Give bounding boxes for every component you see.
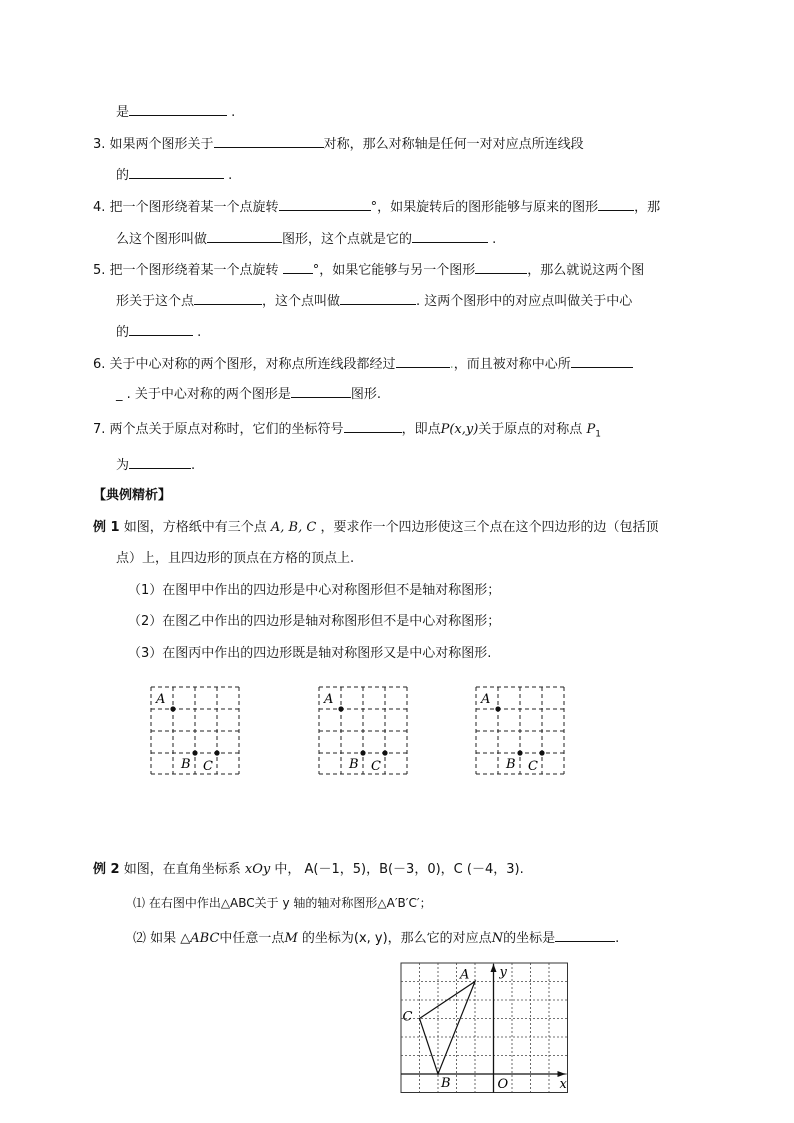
example-1-item-3: （3）在图丙中作出的四边形既是轴对称图形又是中心对称图形. bbox=[128, 646, 492, 661]
point-label-b: B bbox=[441, 1076, 451, 1091]
x-axis-label: x bbox=[559, 1077, 567, 1092]
triangle-abc bbox=[420, 982, 476, 1075]
point-b bbox=[360, 750, 365, 755]
label-b: B bbox=[506, 757, 516, 772]
question-6: 6. 关于中心对称的两个图形，对称点所连线段都经过 .，而且被对称中心所 bbox=[93, 355, 633, 373]
example-1-item-2: （2）在图乙中作出的四边形是轴对称图形但不是中心对称图形； bbox=[128, 614, 501, 629]
point-c bbox=[539, 750, 544, 755]
example-1-item-1: （1）在图甲中作出的四边形是中心对称图形但不是轴对称图形； bbox=[128, 583, 501, 598]
question-5-cont2: 的 . bbox=[116, 325, 202, 340]
question-3-cont: 的 . bbox=[116, 168, 233, 183]
label-a: A bbox=[156, 692, 166, 707]
point-a bbox=[170, 706, 175, 711]
point-a bbox=[338, 706, 343, 711]
label-a: A bbox=[324, 692, 334, 707]
example-2-item-1: ⑴ 在右图中作出△ABC关于 y 轴的轴对称图形△A′B′C′； bbox=[133, 896, 432, 910]
section-title: 【典例精析】 bbox=[93, 488, 172, 503]
label-a: A bbox=[481, 692, 491, 707]
label-c: C bbox=[203, 759, 213, 774]
question-3: 3. 如果两个图形关于 对称，那么对称轴是任何一对对应点所连线段 bbox=[93, 137, 584, 152]
y-axis-label: y bbox=[499, 965, 507, 980]
grid-figure-jia bbox=[145, 684, 245, 780]
question-5: 5. 把一个图形绕着某一个点旋转 °，如果它能够与另一个图形 ，那么就说这两个图 bbox=[93, 263, 645, 278]
label-c: C bbox=[371, 759, 381, 774]
line-1: 是 . bbox=[116, 105, 236, 120]
question-7: 7. 两个点关于原点对称时，它们的坐标符号 ，即点P(x,y)关于原点的对称点 $P_1$ bbox=[93, 422, 601, 440]
y-axis-arrow bbox=[491, 964, 497, 972]
label-b: B bbox=[349, 757, 359, 772]
point-b bbox=[517, 750, 522, 755]
grid-border bbox=[401, 963, 568, 1093]
question-6-cont: _ . 关于中心对称的两个图形是 图形. bbox=[116, 387, 382, 402]
question-5-cont: 形关于这个点 ，这个点叫做 . 这两个图形中的对应点叫做关于中心 bbox=[116, 294, 633, 309]
point-label-c: C bbox=[402, 1009, 413, 1025]
grid-figure-bing bbox=[470, 684, 570, 780]
example-2-item-2: ⑵ 如果 △ABC中任意一点M 的坐标为(x, y)，那么它的对应点N的坐标是 . bbox=[133, 931, 620, 946]
point-c bbox=[382, 750, 387, 755]
point-c bbox=[214, 750, 219, 755]
question-7-cont: 为 . bbox=[116, 458, 196, 473]
point-a bbox=[495, 706, 500, 711]
grid-figure-yi bbox=[313, 684, 413, 780]
point-label-a: A bbox=[460, 967, 470, 983]
question-4: 4. 把一个图形绕着某一个点旋转 °，如果旋转后的图形能够与原来的图形 ，那 bbox=[93, 200, 661, 215]
example-2: 例 2 如图，在直角坐标系 xOy 中， A(－1，5)，B(－3，0)，C (－4，3). bbox=[93, 862, 524, 877]
coordinate-figure bbox=[396, 958, 592, 1102]
origin-label: O bbox=[497, 1077, 509, 1092]
point-b bbox=[192, 750, 197, 755]
example-1: 例 1 如图，方格纸中有三个点 A, B, C ，要求作一个四边形使这三个点在这个四边形的边（包括顶 bbox=[93, 520, 659, 535]
label-c: C bbox=[528, 759, 538, 774]
example-1-cont: 点）上，且四边形的顶点在方格的顶点上. bbox=[116, 551, 355, 566]
label-b: B bbox=[181, 757, 191, 772]
question-4-cont: 么这个图形叫做 图形，这个点就是它的 . bbox=[116, 232, 497, 247]
